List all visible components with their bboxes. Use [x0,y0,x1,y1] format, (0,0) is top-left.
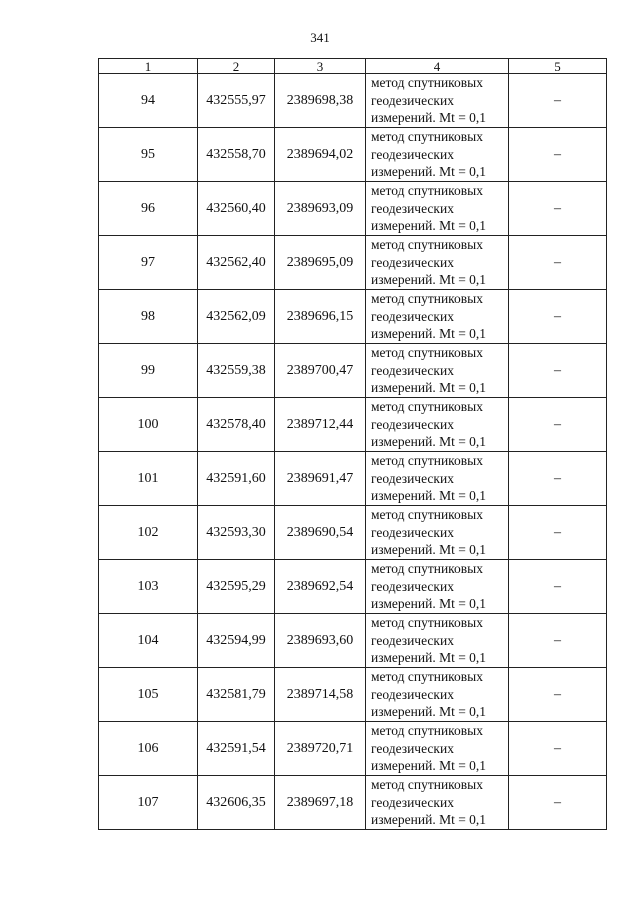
method-line: измерений. Mt = 0,1 [371,218,487,234]
method-line: измерений. Mt = 0,1 [371,704,487,720]
y-coordinate-cell: 2389692,54 [275,560,366,614]
method-line: геодезических [371,470,454,486]
x-coordinate-cell: 432555,97 [198,74,275,128]
point-number-cell: 97 [99,236,198,290]
x-coordinate-cell: 432591,54 [198,722,275,776]
table-row [99,452,607,506]
x-coordinate-cell: 432606,35 [198,776,275,830]
method-cell [366,614,509,668]
point-number-cell: 96 [99,182,198,236]
point-number-cell: 104 [99,614,198,668]
column-header-4: 4 [366,59,509,74]
table-row [99,290,607,344]
point-number-cell: 100 [99,398,198,452]
point-number-cell: 98 [99,290,198,344]
note-cell: – [509,128,607,182]
y-coordinate-cell: 2389696,15 [275,290,366,344]
y-coordinate-cell: 2389690,54 [275,506,366,560]
method-cell [366,290,509,344]
note-cell: – [509,344,607,398]
note-cell: – [509,614,607,668]
x-coordinate-cell: 432591,60 [198,452,275,506]
y-coordinate-cell: 2389693,09 [275,182,366,236]
y-coordinate-cell: 2389720,71 [275,722,366,776]
y-coordinate-cell: 2389700,47 [275,344,366,398]
method-line: геодезических [371,416,454,432]
method-line: измерений. Mt = 0,1 [371,326,487,342]
y-coordinate-cell: 2389712,44 [275,398,366,452]
header-row [99,59,607,74]
note-cell: – [509,452,607,506]
method-cell [366,452,509,506]
method-line: метод спутниковых [371,291,483,307]
method-cell [366,668,509,722]
method-line: геодезических [371,524,454,540]
method-line: измерений. Mt = 0,1 [371,812,487,828]
method-cell [366,560,509,614]
method-line: метод спутниковых [371,723,483,739]
table-row [99,344,607,398]
coordinates-table [98,58,607,830]
table-row [99,560,607,614]
method-line: геодезических [371,794,454,810]
y-coordinate-cell: 2389693,60 [275,614,366,668]
method-cell [366,398,509,452]
method-line: измерений. Mt = 0,1 [371,596,487,612]
note-cell: – [509,182,607,236]
method-line: метод спутниковых [371,129,483,145]
note-cell: – [509,776,607,830]
point-number-cell: 102 [99,506,198,560]
table-row [99,506,607,560]
method-line: геодезических [371,578,454,594]
table-row [99,128,607,182]
column-header-3: 3 [275,59,366,74]
method-line: метод спутниковых [371,399,483,415]
method-line: геодезических [371,632,454,648]
column-header-2: 2 [198,59,275,74]
method-line: метод спутниковых [371,561,483,577]
table-row [99,614,607,668]
table-row [99,236,607,290]
x-coordinate-cell: 432594,99 [198,614,275,668]
method-cell [366,344,509,398]
method-line: метод спутниковых [371,777,483,793]
method-line: измерений. Mt = 0,1 [371,434,487,450]
method-line: геодезических [371,92,454,108]
note-cell: – [509,398,607,452]
method-line: измерений. Mt = 0,1 [371,488,487,504]
table-row [99,668,607,722]
table-row [99,74,607,128]
method-line: геодезических [371,686,454,702]
point-number-cell: 99 [99,344,198,398]
column-header-1: 1 [99,59,198,74]
x-coordinate-cell: 432562,40 [198,236,275,290]
y-coordinate-cell: 2389698,38 [275,74,366,128]
x-coordinate-cell: 432593,30 [198,506,275,560]
x-coordinate-cell: 432559,38 [198,344,275,398]
method-line: измерений. Mt = 0,1 [371,758,487,774]
y-coordinate-cell: 2389694,02 [275,128,366,182]
method-line: измерений. Mt = 0,1 [371,542,487,558]
column-header-5: 5 [509,59,607,74]
x-coordinate-cell: 432578,40 [198,398,275,452]
table-row [99,722,607,776]
point-number-cell: 94 [99,74,198,128]
method-line: геодезических [371,200,454,216]
method-line: измерений. Mt = 0,1 [371,164,487,180]
note-cell: – [509,74,607,128]
point-number-cell: 103 [99,560,198,614]
y-coordinate-cell: 2389695,09 [275,236,366,290]
x-coordinate-cell: 432562,09 [198,290,275,344]
method-line: метод спутниковых [371,615,483,631]
note-cell: – [509,290,607,344]
point-number-cell: 106 [99,722,198,776]
point-number-cell: 105 [99,668,198,722]
method-line: измерений. Mt = 0,1 [371,650,487,666]
x-coordinate-cell: 432581,79 [198,668,275,722]
point-number-cell: 107 [99,776,198,830]
note-cell: – [509,236,607,290]
x-coordinate-cell: 432560,40 [198,182,275,236]
method-cell [366,74,509,128]
method-line: метод спутниковых [371,507,483,523]
method-line: метод спутниковых [371,345,483,361]
method-line: геодезических [371,146,454,162]
method-line: измерений. Mt = 0,1 [371,380,487,396]
method-line: геодезических [371,362,454,378]
method-line: геодезических [371,740,454,756]
method-line: геодезических [371,254,454,270]
table-row [99,398,607,452]
method-line: метод спутниковых [371,75,483,91]
note-cell: – [509,560,607,614]
x-coordinate-cell: 432558,70 [198,128,275,182]
method-cell [366,506,509,560]
note-cell: – [509,668,607,722]
y-coordinate-cell: 2389697,18 [275,776,366,830]
y-coordinate-cell: 2389691,47 [275,452,366,506]
method-line: метод спутниковых [371,453,483,469]
method-line: метод спутниковых [371,669,483,685]
note-cell: – [509,722,607,776]
method-cell [366,722,509,776]
y-coordinate-cell: 2389714,58 [275,668,366,722]
method-line: измерений. Mt = 0,1 [371,272,487,288]
point-number-cell: 101 [99,452,198,506]
method-cell [366,776,509,830]
method-line: измерений. Mt = 0,1 [371,110,487,126]
note-cell: – [509,506,607,560]
method-cell [366,236,509,290]
method-line: геодезических [371,308,454,324]
method-line: метод спутниковых [371,237,483,253]
page-number: 341 [310,30,330,45]
x-coordinate-cell: 432595,29 [198,560,275,614]
method-cell [366,182,509,236]
method-line: метод спутниковых [371,183,483,199]
point-number-cell: 95 [99,128,198,182]
table-row [99,182,607,236]
method-cell [366,128,509,182]
table-row [99,776,607,830]
